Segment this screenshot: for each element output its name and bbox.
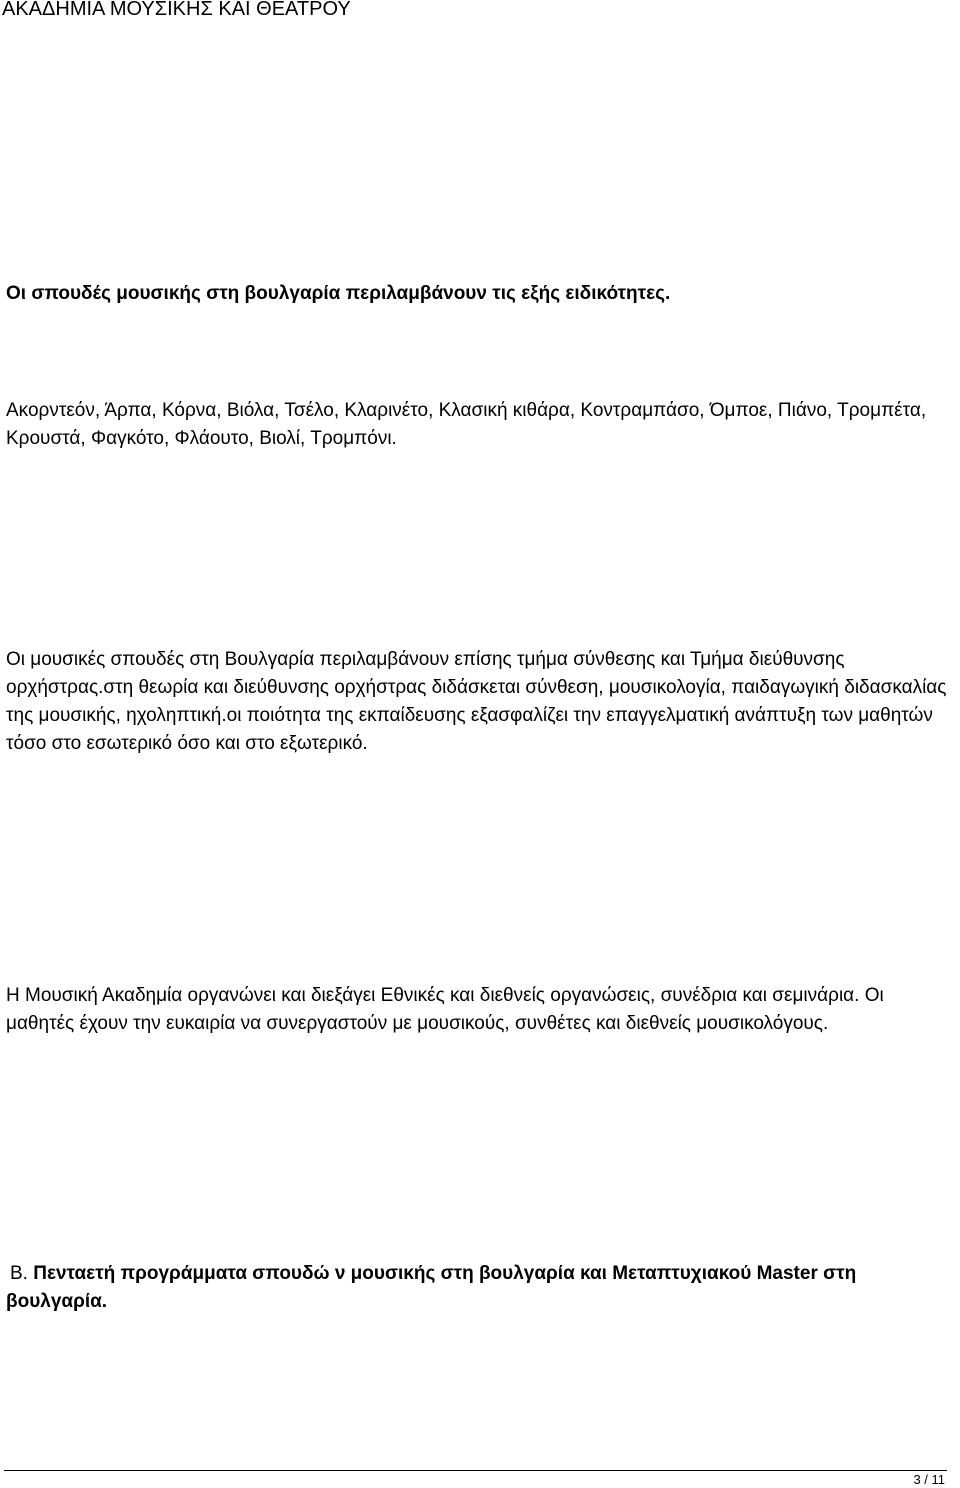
paragraph-composition-conducting: Οι μουσικές σπουδές στη Βουλγαρία περιλαμβάνουν επίσης τμήμα σύνθεσης και Τμήμα διεύθυνσης ορχήστρας.στη θεωρία και διεύθυνσης ορχήστρας διδάσκεται σύνθεση, μουσικολογία, παιδαγωγική διδασκαλίας της μουσικής, ηχοληπτική.οι ποιότητα της εκπαίδευσης εξασφαλίζει την επαγγελματική ανάπτυξη των μαθητών τόσο στο εσωτερικό όσο και στο εξωτερικό. (6, 649, 947, 754)
specialties-heading: Οι σπουδές μουσικής στη βουλγαρία περιλαμβάνουν τις εξής ειδικότητες. (6, 283, 671, 304)
section-b-title: Πενταετή προγράμματα σπουδώ ν μουσικής στη βουλγαρία και Μεταπτυχιακού Master στη βουλγαρία. (6, 1263, 857, 1312)
section-b-heading (6, 1260, 956, 1316)
paragraph-instruments: Ακορντεόν, Άρπα, Κόρνα, Βιόλα, Τσέλο, Κλαρινέτο, Κλασική κιθάρα, Κοντραμπάσο, Όμποε, Πιάνο, Τρομπέτα, Κρουστά, Φαγκότο, Φλάουτο, Βιολί, Τρομπόνι. (6, 400, 927, 449)
document-header-title: ΑΚΑΔΗΜΙΑ ΜΟΥΣΙΚΗΣ ΚΑΙ ΘΕΑΤΡΟΥ (2, 0, 351, 20)
footer-divider (4, 1470, 947, 1471)
page-number: 3 / 11 (913, 1472, 945, 1487)
section-b-prefix: Β. (10, 1263, 28, 1284)
paragraph-academy-events: Η Μουσική Ακαδημία οργανώνει και διεξάγει Εθνικές και διεθνείς οργανώσεις, συνέδρια και σεμινάρια. Οι μαθητές έχουν την ευκαιρία να συνεργαστούν με μουσικούς, συνθέτες και διεθνείς μουσικολόγους. (6, 985, 884, 1034)
